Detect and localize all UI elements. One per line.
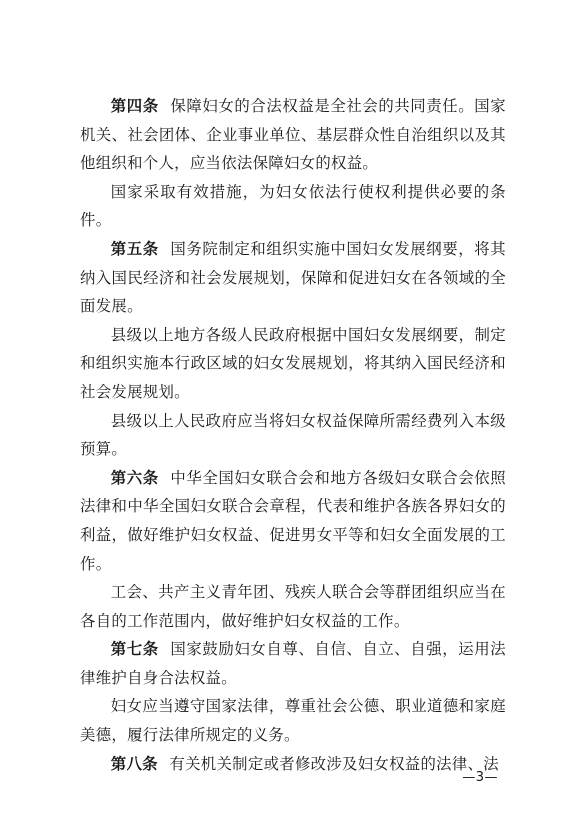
article-heading: 第四条: [110, 97, 159, 115]
paragraph-text: 国家采取有效措施，为妇女依法行使权利提供必要的条件。: [80, 182, 506, 230]
paragraph: [80, 578, 506, 635]
paragraph: [80, 407, 506, 464]
paragraph: [80, 92, 506, 178]
article-heading: 第七条: [110, 640, 159, 659]
paragraph: [80, 464, 506, 578]
document-body: [80, 92, 506, 778]
paragraph: [80, 750, 506, 779]
paragraph-text: 保障妇女的合法权益是全社会的共同责任。国家机关、社会团体、企业事业单位、基层群众性自治组织以及其他组织和个人，应当依法保障妇女的权益。: [80, 97, 506, 173]
paragraph: [80, 321, 506, 407]
article-heading: 第六条: [110, 468, 159, 487]
paragraph-text: 国务院制定和组织实施中国妇女发展纲要，将其纳入国民经济和社会发展规划，保障和促进妇女在各领域的全面发展。: [80, 239, 506, 316]
paragraph-text: 县级以上地方各级人民政府根据中国妇女发展纲要，制定和组织实施本行政区域的妇女发展规划，将其纳入国民经济和社会发展规划。: [80, 325, 506, 401]
paragraph-text: 中华全国妇女联合会和地方各级妇女联合会依照法律和中华全国妇女联合会章程，代表和维护各族各界妇女的利益，做好维护妇女权益、促进男女平等和妇女全面发展的工作。: [80, 468, 506, 573]
article-heading: 第八条: [110, 754, 158, 773]
paragraph: [80, 178, 506, 235]
paragraph: [80, 692, 506, 749]
paragraph-text: 国家鼓励妇女自尊、自信、自立、自强，运用法律维护自身合法权益。: [80, 640, 506, 687]
paragraph-text: 县级以上人民政府应当将妇女权益保障所需经费列入本级预算。: [80, 411, 506, 459]
paragraph: [80, 235, 506, 321]
paragraph-text: 妇女应当遵守国家法律，尊重社会公德、职业道德和家庭美德，履行法律所规定的义务。: [80, 697, 506, 745]
paragraph-text: 有关机关制定或者修改涉及妇女权益的法律、法: [169, 754, 499, 773]
page-number: —3—: [462, 770, 498, 785]
paragraph-text: 工会、共产主义青年团、残疾人联合会等群团组织应当在各自的工作范围内，做好维护妇女权益的工作。: [80, 583, 506, 630]
paragraph: [80, 635, 506, 692]
article-heading: 第五条: [110, 239, 159, 258]
